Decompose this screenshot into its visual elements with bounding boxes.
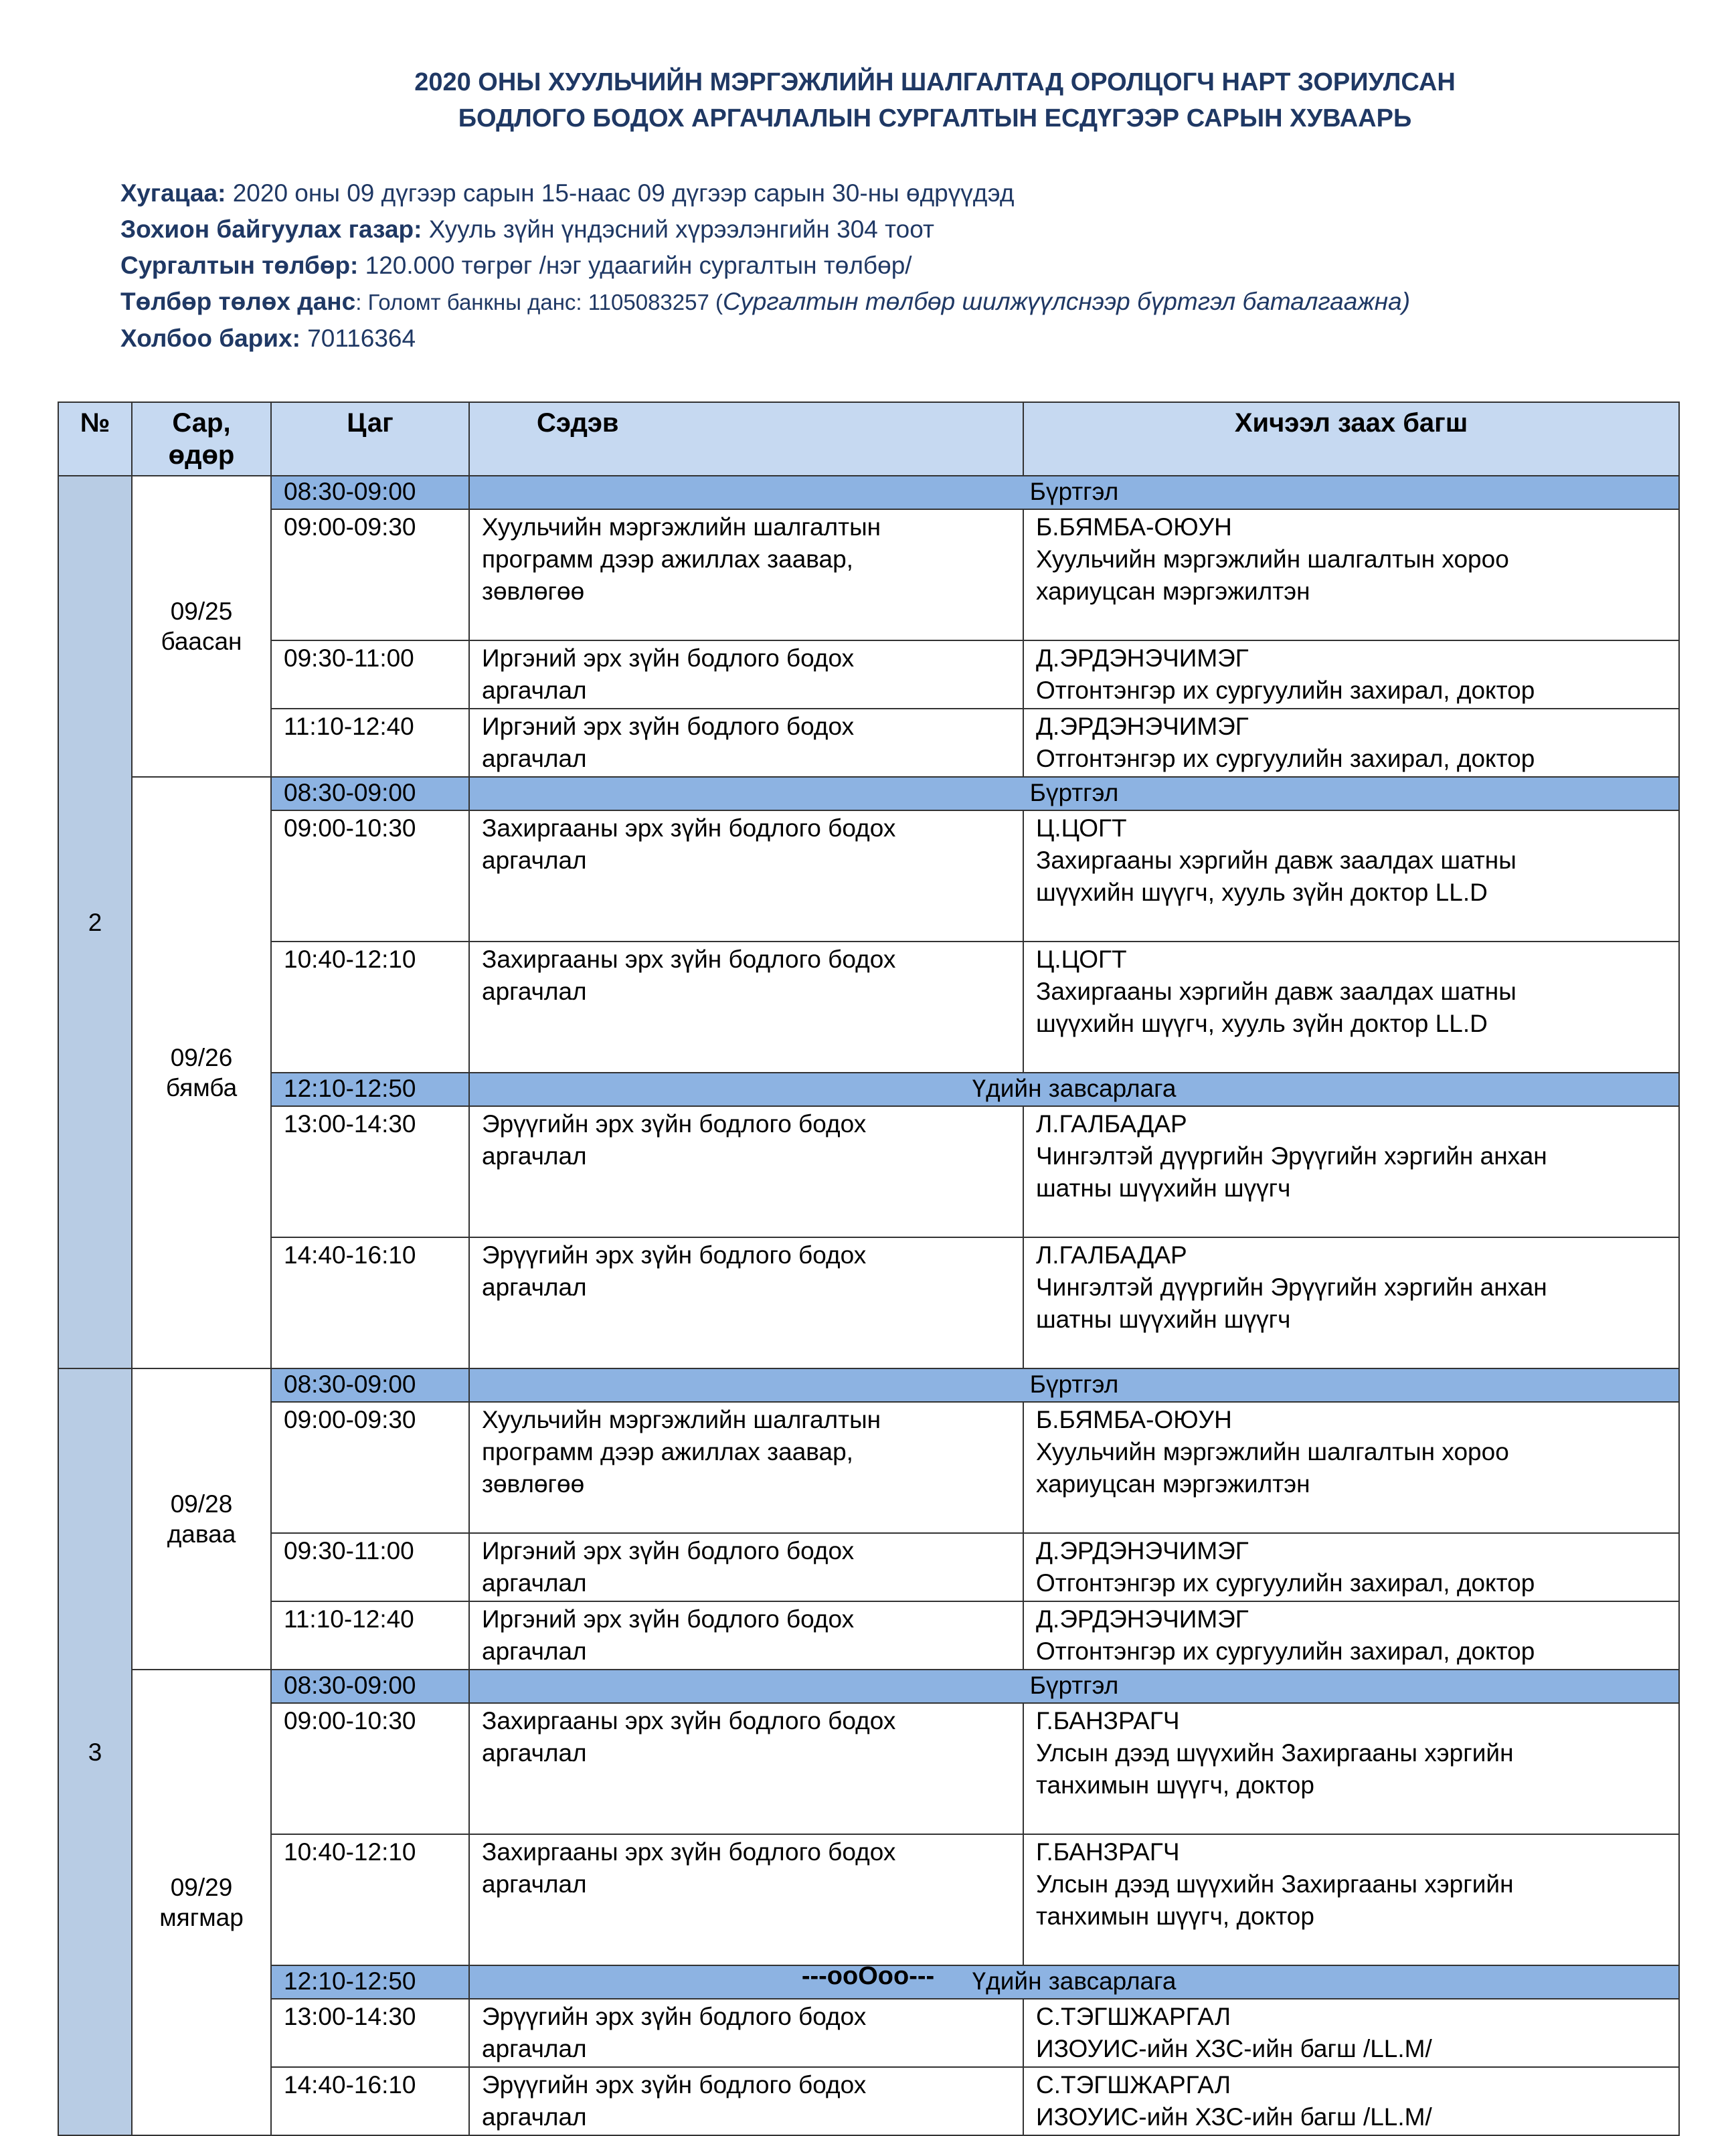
time-slot: 09:00-09:30 — [271, 509, 469, 640]
teacher-cell — [1023, 1106, 1679, 1237]
table-row — [58, 1402, 1679, 1533]
teacher-position: Улсын дээд шүүхийн Захиргааны хэргийн — [1036, 1870, 1514, 1898]
teacher-cell — [1023, 1999, 1679, 2067]
topic-line: программ дээр ажиллах заавар, — [482, 545, 853, 573]
band-row — [58, 1368, 1679, 1402]
header-date: Сар, өдөр — [132, 402, 271, 476]
teacher-position: Улсын дээд шүүхийн Захиргааны хэргийн — [1036, 1739, 1514, 1767]
time-slot: 10:40-12:10 — [271, 1834, 469, 1965]
teacher-cell — [1023, 1703, 1679, 1834]
teacher-name: Г.БАНЗРАГЧ — [1036, 1838, 1180, 1866]
document-title — [0, 64, 1736, 137]
teacher-cell — [1023, 1533, 1679, 1601]
topic-line: Хуульчийн мэргэжлийн шалгалтын — [482, 1406, 881, 1433]
header-teacher: Хичээл заах багш — [1023, 402, 1679, 476]
teacher-position: танхимын шүүгч, доктор — [1036, 1771, 1314, 1799]
teacher-name: Л.ГАЛБАДАР — [1036, 1110, 1187, 1138]
table-row — [58, 1237, 1679, 1368]
time-slot: 14:40-16:10 — [271, 1237, 469, 1368]
contact-label: Холбоо барих: — [120, 325, 300, 352]
teacher-position: Отгонтэнгэр их сургуулийн захирал, доктор — [1036, 745, 1535, 772]
duration-value: 2020 оны 09 дүгээр сарын 15-наас 09 дүгээр сарын 30-ны өдрүүдэд — [226, 179, 1015, 207]
time-slot: 11:10-12:40 — [271, 1601, 469, 1670]
topic-line: Иргэний эрх зүйн бодлого бодох — [482, 1605, 855, 1633]
teacher-name: Ц.ЦОГТ — [1036, 946, 1127, 973]
teacher-name: Д.ЭРДЭНЭЧИМЭГ — [1036, 1537, 1249, 1565]
time-slot: 09:30-11:00 — [271, 1533, 469, 1601]
teacher-cell — [1023, 810, 1679, 942]
topic-line: аргачлал — [482, 2035, 587, 2062]
teacher-position: Хуульчийн мэргэжлийн шалгалтын хороо — [1036, 545, 1509, 573]
teacher-cell — [1023, 1834, 1679, 1965]
topic-line: аргачлал — [482, 847, 587, 874]
teacher-position: шүүхийн шүүгч, хууль зүйн доктор LL.D — [1036, 879, 1488, 906]
topic-cell — [469, 942, 1023, 1073]
day-weekday: даваа — [167, 1520, 236, 1548]
topic-line: аргачлал — [482, 1637, 587, 1665]
time-slot: 09:00-09:30 — [271, 1402, 469, 1533]
account-note: Сургалтын төлбөр шилжүүлснээр бүртгэл баталгаажна) — [723, 288, 1411, 315]
table-row — [58, 1106, 1679, 1237]
week-number: 3 — [58, 1368, 132, 2135]
teacher-name: Б.БЯМБА-ОЮУН — [1036, 513, 1232, 541]
duration-label: Хугацаа: — [120, 179, 226, 207]
topic-line: Захиргааны эрх зүйн бодлого бодох — [482, 946, 896, 973]
teacher-cell — [1023, 640, 1679, 709]
teacher-cell — [1023, 509, 1679, 640]
time-slot: 12:10-12:50 — [271, 1073, 469, 1106]
day-cell — [132, 777, 271, 1368]
day-date: 09/26 — [170, 1044, 233, 1071]
time-slot: 08:30-09:00 — [271, 1670, 469, 1703]
time-slot: 09:30-11:00 — [271, 640, 469, 709]
table-row — [58, 1601, 1679, 1670]
topic-cell — [469, 709, 1023, 777]
header-time: Цаг — [271, 402, 469, 476]
topic-cell — [469, 1601, 1023, 1670]
topic-line: Эрүүгийн эрх зүйн бодлого бодох — [482, 2003, 867, 2030]
table-row — [58, 942, 1679, 1073]
account-label: Төлбөр төлөх данс — [120, 288, 356, 315]
header-topic: Сэдэв — [469, 402, 1023, 476]
day-weekday: мягмар — [159, 1904, 244, 1931]
teacher-name: С.ТЭГШЖАРГАЛ — [1036, 2071, 1231, 2099]
topic-cell — [469, 1834, 1023, 1965]
fee-label: Сургалтын төлбөр: — [120, 252, 359, 279]
topic-cell — [469, 1402, 1023, 1533]
teacher-position: шүүхийн шүүгч, хууль зүйн доктор LL.D — [1036, 1010, 1488, 1037]
topic-line: аргачлал — [482, 1569, 587, 1597]
day-date: 09/28 — [170, 1490, 233, 1518]
table-row — [58, 640, 1679, 709]
time-slot: 09:00-10:30 — [271, 810, 469, 942]
band-row — [58, 476, 1679, 509]
info-block — [120, 175, 1410, 357]
topic-line: аргачлал — [482, 1739, 587, 1767]
table-row — [58, 1703, 1679, 1834]
topic-line: Эрүүгийн эрх зүйн бодлого бодох — [482, 1110, 867, 1138]
contact-value: 70116364 — [300, 325, 416, 352]
topic-line: Эрүүгийн эрх зүйн бодлого бодох — [482, 1241, 867, 1269]
band-row — [58, 1670, 1679, 1703]
topic-cell — [469, 640, 1023, 709]
table-row — [58, 709, 1679, 777]
topic-line: Захиргааны эрх зүйн бодлого бодох — [482, 1707, 896, 1734]
time-slot: 08:30-09:00 — [271, 476, 469, 509]
teacher-position: ИЗОУИС-ийн ХЗС-ийн багш /LL.M/ — [1036, 2035, 1432, 2062]
table-header-row — [58, 402, 1679, 476]
teacher-name: Л.ГАЛБАДАР — [1036, 1241, 1187, 1269]
teacher-position: шатны шүүхийн шүүгч — [1036, 1174, 1291, 1202]
day-weekday: баасан — [161, 628, 242, 655]
week-number: 2 — [58, 476, 132, 1368]
teacher-cell — [1023, 1402, 1679, 1533]
info-account — [120, 284, 1410, 321]
time-slot: 10:40-12:10 — [271, 942, 469, 1073]
band-label: Бүртгэл — [469, 1368, 1679, 1402]
time-slot: 13:00-14:30 — [271, 1106, 469, 1237]
title-line-2: БОДЛОГО БОДОХ АРГАЧЛАЛЫН СУРГАЛТЫН ЕСДҮГЭЭР САРЫН ХУВААРЬ — [458, 104, 1412, 132]
teacher-position: Захиргааны хэргийн давж заалдах шатны — [1036, 847, 1516, 874]
topic-cell — [469, 2067, 1023, 2135]
topic-cell — [469, 1237, 1023, 1368]
band-label: Үдийн завсарлага — [469, 1073, 1679, 1106]
teacher-cell — [1023, 1237, 1679, 1368]
info-duration — [120, 175, 1410, 211]
topic-cell — [469, 1703, 1023, 1834]
band-row — [58, 777, 1679, 810]
topic-line: зөвлөгөө — [482, 577, 585, 605]
day-cell — [132, 476, 271, 777]
venue-value: Хууль зүйн үндэсний хүрээлэнгийн 304 тоот — [422, 215, 934, 243]
day-cell — [132, 1368, 271, 1670]
teacher-name: Б.БЯМБА-ОЮУН — [1036, 1406, 1232, 1433]
teacher-cell — [1023, 2067, 1679, 2135]
time-slot: 14:40-16:10 — [271, 2067, 469, 2135]
teacher-name: Д.ЭРДЭНЭЧИМЭГ — [1036, 644, 1249, 672]
teacher-position: Чингэлтэй дүүргийн Эрүүгийн хэргийн анхан — [1036, 1142, 1547, 1170]
time-slot: 09:00-10:30 — [271, 1703, 469, 1834]
topic-line: Захиргааны эрх зүйн бодлого бодох — [482, 814, 896, 842]
topic-line: аргачлал — [482, 745, 587, 772]
band-label: Бүртгэл — [469, 777, 1679, 810]
footer-ornament: ---ooOoo--- — [801, 1962, 935, 1990]
day-weekday: бямба — [165, 1074, 238, 1101]
header-num: № — [58, 402, 132, 476]
teacher-position: Захиргааны хэргийн давж заалдах шатны — [1036, 978, 1516, 1005]
teacher-name: Д.ЭРДЭНЭЧИМЭГ — [1036, 1605, 1249, 1633]
fee-value: 120.000 төгрөг /нэг удаагийн сургалтын төлбөр/ — [358, 252, 912, 279]
day-date: 09/25 — [170, 598, 233, 625]
topic-cell — [469, 509, 1023, 640]
table-row — [58, 509, 1679, 640]
topic-line: Иргэний эрх зүйн бодлого бодох — [482, 713, 855, 740]
topic-line: аргачлал — [482, 1870, 587, 1898]
time-slot: 12:10-12:50 — [271, 1965, 469, 1999]
topic-line: Хуульчийн мэргэжлийн шалгалтын — [482, 513, 881, 541]
teacher-position: Отгонтэнгэр их сургуулийн захирал, доктор — [1036, 1637, 1535, 1665]
teacher-cell — [1023, 942, 1679, 1073]
table-row — [58, 1533, 1679, 1601]
table-row — [58, 810, 1679, 942]
topic-line: аргачлал — [482, 1142, 587, 1170]
schedule-body — [58, 476, 1679, 2135]
teacher-position: Чингэлтэй дүүргийн Эрүүгийн хэргийн анхан — [1036, 1273, 1547, 1301]
schedule-table — [58, 402, 1680, 2136]
teacher-cell — [1023, 1601, 1679, 1670]
table-row — [58, 1834, 1679, 1965]
topic-line: Иргэний эрх зүйн бодлого бодох — [482, 1537, 855, 1565]
topic-line: Эрүүгийн эрх зүйн бодлого бодох — [482, 2071, 867, 2099]
time-slot: 11:10-12:40 — [271, 709, 469, 777]
topic-line: программ дээр ажиллах заавар, — [482, 1438, 853, 1465]
topic-cell — [469, 1106, 1023, 1237]
topic-line: зөвлөгөө — [482, 1470, 585, 1498]
teacher-position: хариуцсан мэргэжилтэн — [1036, 577, 1310, 605]
topic-line: Захиргааны эрх зүйн бодлого бодох — [482, 1838, 896, 1866]
teacher-name: Г.БАНЗРАГЧ — [1036, 1707, 1180, 1734]
topic-line: аргачлал — [482, 677, 587, 704]
time-slot: 08:30-09:00 — [271, 777, 469, 810]
band-label: Бүртгэл — [469, 476, 1679, 509]
info-venue — [120, 211, 1410, 248]
teacher-name: С.ТЭГШЖАРГАЛ — [1036, 2003, 1231, 2030]
table-row — [58, 2067, 1679, 2135]
teacher-cell — [1023, 709, 1679, 777]
topic-cell — [469, 810, 1023, 942]
topic-line: Иргэний эрх зүйн бодлого бодох — [482, 644, 855, 672]
day-cell — [132, 1670, 271, 2135]
info-fee — [120, 248, 1410, 284]
teacher-position: танхимын шүүгч, доктор — [1036, 1902, 1314, 1930]
time-slot: 13:00-14:30 — [271, 1999, 469, 2067]
teacher-name: Ц.ЦОГТ — [1036, 814, 1127, 842]
band-label: Бүртгэл — [469, 1670, 1679, 1703]
band-label: Үдийн завсарлага — [469, 1965, 1679, 1999]
venue-label: Зохион байгуулах газар: — [120, 215, 422, 243]
teacher-position: Отгонтэнгэр их сургуулийн захирал, доктор — [1036, 1569, 1535, 1597]
topic-line: аргачлал — [482, 1273, 587, 1301]
topic-line: аргачлал — [482, 2103, 587, 2131]
teacher-position: шатны шүүхийн шүүгч — [1036, 1306, 1291, 1333]
teacher-position: ИЗОУИС-ийн ХЗС-ийн багш /LL.M/ — [1036, 2103, 1432, 2131]
band-row — [58, 1073, 1679, 1106]
table-row — [58, 1999, 1679, 2067]
day-date: 09/29 — [170, 1874, 233, 1901]
topic-cell — [469, 1999, 1023, 2067]
teacher-position: Хуульчийн мэргэжлийн шалгалтын хороо — [1036, 1438, 1509, 1465]
account-value: : Голомт банкны данс: 1105083257 ( — [355, 290, 723, 315]
teacher-position: хариуцсан мэргэжилтэн — [1036, 1470, 1310, 1498]
teacher-position: Отгонтэнгэр их сургуулийн захирал, доктор — [1036, 677, 1535, 704]
info-contact — [120, 321, 1410, 357]
time-slot: 08:30-09:00 — [271, 1368, 469, 1402]
teacher-name: Д.ЭРДЭНЭЧИМЭГ — [1036, 713, 1249, 740]
topic-cell — [469, 1533, 1023, 1601]
topic-line: аргачлал — [482, 978, 587, 1005]
title-line-1: 2020 ОНЫ ХУУЛЬЧИЙН МЭРГЭЖЛИЙН ШАЛГАЛТАД ОРОЛЦОГЧ НАРТ ЗОРИУЛСАН — [414, 68, 1456, 96]
